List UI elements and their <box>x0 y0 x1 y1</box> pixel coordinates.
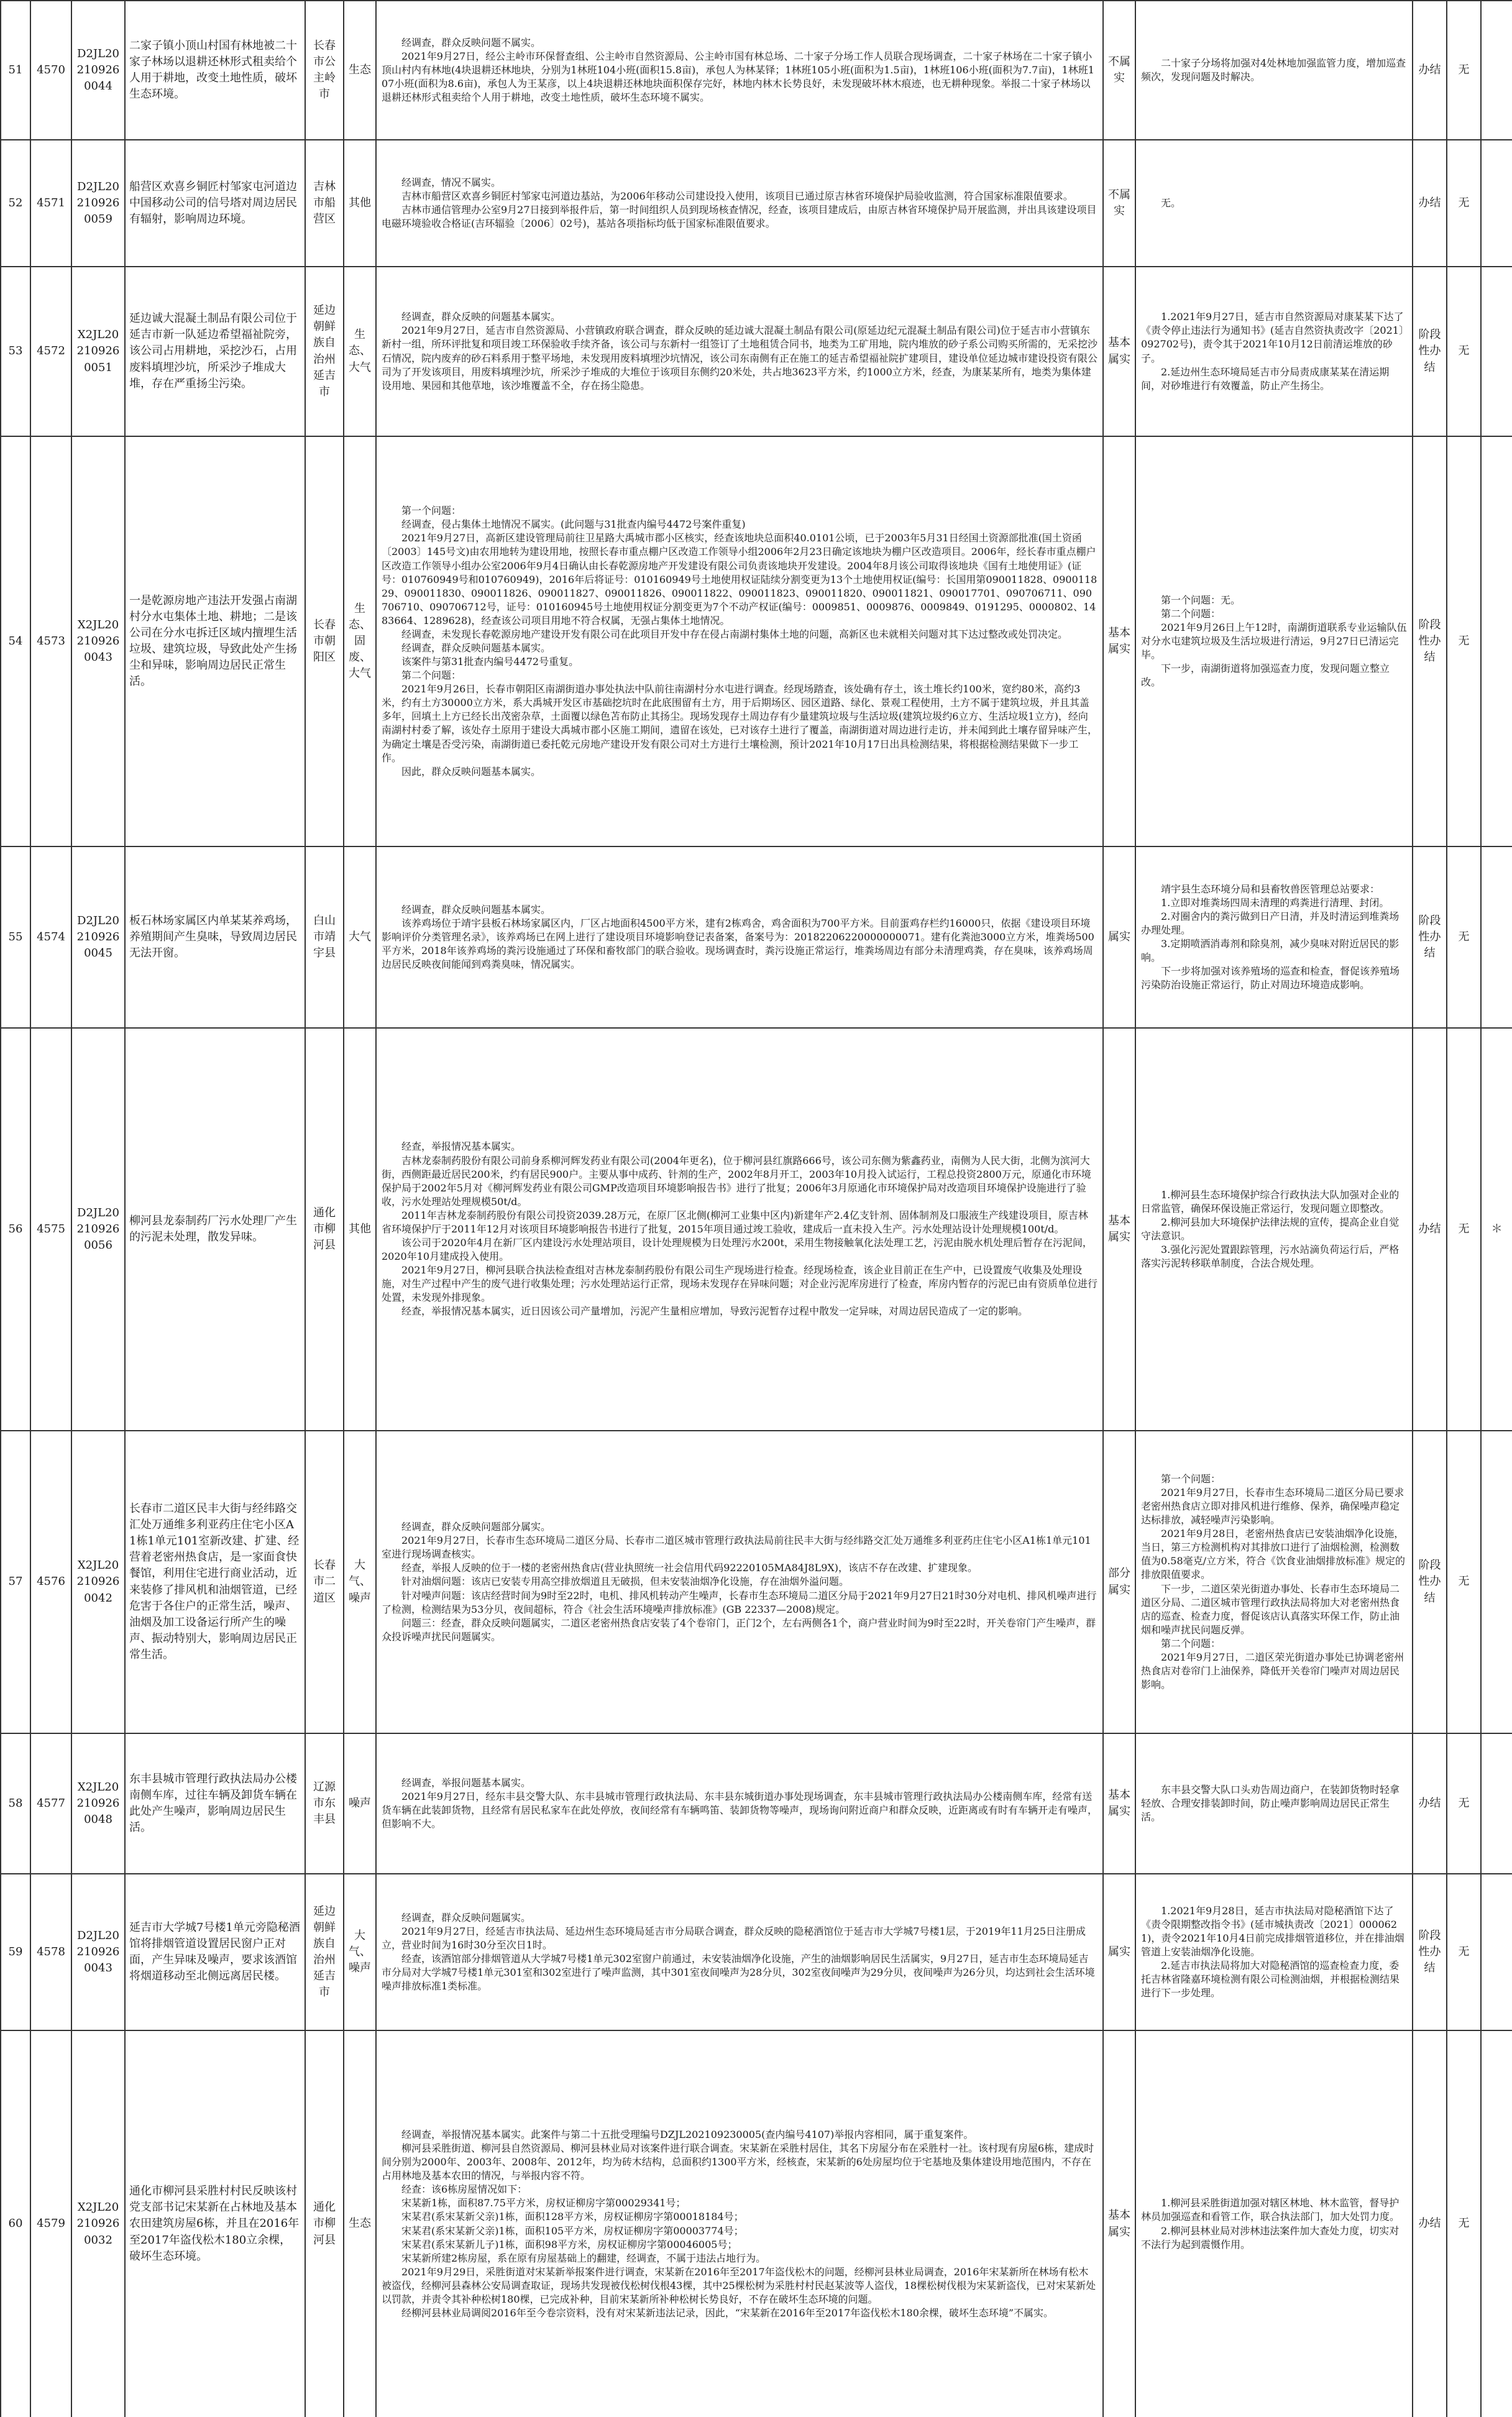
pollution-type-cell: 噪声 <box>344 1733 376 1874</box>
reference-number-cell: D2JL202109260059 <box>71 140 125 267</box>
result-paragraph: 吉林市船营区欢喜乡铜匠村邹家屯河道边基站，为2006年移动公司建设投入使用，该项目已通过原吉林省环境保护局验收监测，符合国家标准限值要求。 <box>401 190 1073 202</box>
region-cell: 长春市公主岭市 <box>305 1 344 140</box>
result-paragraph: 2021年9月27日，高新区建设管理局前往卫星路大禹城市郡小区核实，经查该地块总面积40.0101公顷，已于2003年5月31日经国土资源部批准(国土资函〔2003〕145号文)由农用地转为建设用地，按照长春市重点棚户区改造工作领导小组2006年2月23日确定该地块为棚户区改造项目。2006年，经长春市重点棚户区改造工作领导小组办公室2006年9月4日确认由长春乾源房地产开发建设有限公司负责该地块开发建设。2004年8月该公司取得该地块《国有土地使用证》(证号：010760949号和010760949)，2016年后将证号：010160949号土地使用权证陆续分割变更为13个土地使用权证(编号：长国用第090011828、090011829、090011830、090011826、090011827、090011826、090011822、090011823、090011820、090011821、090017701、090706711、090706710、090706712号，证号：010160945号土地使用权证分割变更为7个不动产权证(编号：0009851、0009876、0009849、0191295、0000802、1483664、1289628)，经查该公司项目用地不符合权属，无强占集体土地情况。 <box>382 532 1097 626</box>
result-paragraph: 针对油烟问题：该店已安装专用高空排放烟道且无破损，但未安装油烟净化设施，存在油烟外溢问题。 <box>401 1575 850 1588</box>
table-row <box>1 1028 1512 1431</box>
measure-paragraph: 下一步将加强对该养殖场的巡查和检查，督促该养殖场污染防治设施正常运行，防止对周边环境造成影响。 <box>1141 965 1400 991</box>
case-code-cell: 4571 <box>30 140 71 267</box>
truth-status-cell: 属实 <box>1103 846 1135 1028</box>
region-cell: 通化市柳河县 <box>305 2030 344 2417</box>
result-paragraph: 2021年9月27日，延吉市自然资源局、小营镇政府联合调查，群众反映的延边诚大混凝土制品有限公司(原延边纪元混凝土制品有限公司)位于延吉市小营镇东新村一组，所环评批复和项目竣工环保验收手续齐备，该公司与东新村一组签订了土地租赁合同书，地类为工矿用地，院内堆放的砂子系公司购买所需的，无采挖沙石情况，院内废弃的砂石料系用于整平场地，未发现用废料填埋沙坑情况，该公司东南侧有正在施工的延吉希望福祉院扩建项目，建设单位延边城市建设投资有限公司为了开发该项目，用废料填埋沙坑，所采沙子堆成的大堆位于该项目东侧约20米处，共占地3623平方米，约1000立方米，经查，为康某某所有，地类为集体建设用地、果园和其他草地，该沙堆覆盖不全，存在扬尘隐患。 <box>382 324 1098 392</box>
truth-status-cell: 基本属实 <box>1103 1733 1135 1874</box>
measure-paragraph: 2.对圈舍内的粪污做到日产日清，并及时清运到堆粪场办理处理。 <box>1141 910 1400 936</box>
measures-cell <box>1135 846 1413 1028</box>
measure-paragraph: 1.2021年9月27日，延吉市自然资源局对康某某下达了《责令停止违法行为通知书》(延吉自然资执责改字〔2021〕092702号)，责令其于2021年10月12日前清运堆放的砂子。 <box>1141 311 1404 364</box>
completion-status-cell: 办结 <box>1413 140 1447 267</box>
result-paragraph: 因此，群众反映问题基本属实。 <box>401 765 541 777</box>
measure-paragraph: 2021年9月27日，长春市生态环境局二道区分局已要求老密州热食店立即对排风机进行维修、保养，确保噪声稳定达标排放，减轻噪声污染影响。 <box>1141 1486 1404 1526</box>
truth-status-cell: 基本属实 <box>1103 2030 1135 2417</box>
case-code-cell: 4575 <box>30 1028 71 1431</box>
measure-paragraph: 下一步，南湖街道将加强巡查力度，发现问题立整立改。 <box>1141 663 1390 689</box>
completion-status-cell: 办结 <box>1413 1028 1447 1431</box>
measure-paragraph: 2021年9月27日，二道区荣光街道办事处已协调老密州热食店对卷帘门上油保养，降低开关卷帘门噪声对周边居民影响。 <box>1141 1651 1404 1691</box>
accountability-cell: 无 <box>1447 2030 1481 2417</box>
row-number-cell: 57 <box>1 1431 30 1733</box>
region-cell: 延边朝鲜族自治州延吉市 <box>305 267 344 436</box>
remark-cell <box>1481 267 1512 436</box>
remark-cell <box>1481 436 1512 846</box>
pollution-type-cell: 生态、固废、大气 <box>344 436 376 846</box>
table-row <box>1 1874 1512 2030</box>
result-paragraph: 经调查，举报问题基本属实。 <box>401 1776 531 1789</box>
case-code-cell: 4573 <box>30 436 71 846</box>
remark-cell <box>1481 140 1512 267</box>
result-paragraph: 2021年9月27日，经延吉市执法局、延边州生态环境局延吉市分局联合调查，群众反映的隐秘酒馆位于延吉市大学城7号楼1层，于2019年11月25日注册成立，营业时间为16时30分至次日1时。 <box>382 1925 1086 1951</box>
remark-cell <box>1481 1874 1512 2030</box>
measures-cell <box>1135 1431 1413 1733</box>
truth-status-cell: 基本属实 <box>1103 1028 1135 1431</box>
measures-cell <box>1135 140 1413 267</box>
measures-cell <box>1135 1 1413 140</box>
measure-paragraph: 二十家子分场将加强对4处林地加强监管力度，增加巡查频次，发现问题及时解决。 <box>1141 57 1406 83</box>
row-number-cell: 59 <box>1 1874 30 2030</box>
result-paragraph: 该公司于2020年4月在新厂区内建设污水处理站项目，设计处理规模为日处理污水200t，采用生物接触氧化法处理工艺，污泥由脱水机处理后暂存在污泥间，2020年10月建成投入使用。 <box>382 1237 1093 1263</box>
result-paragraph: 经调查，群众反映问题基本属实。 <box>401 903 551 915</box>
table-row <box>1 267 1512 436</box>
result-paragraph: 2021年9月27日，经东丰县交警大队、东丰县城市管理行政执法局、东丰县东城街道办事处现场调查，东丰县城市管理行政执法局办公楼南侧车库，经常有送货车辆在此装卸货物，且经常有居民私家车在此处停放，夜间经常有车辆鸣笛、装卸货物等噪声，现场询问附近商户和群众反映，近距离或有时有车辆开走有噪声，但影响不大。 <box>382 1790 1098 1830</box>
truth-status-cell: 基本属实 <box>1103 436 1135 846</box>
truth-status-cell: 部分属实 <box>1103 1431 1135 1733</box>
result-paragraph: 2021年9月27日，经公主岭市环保督查组、公主岭市自然资源局、公主岭市国有林总场、二十家子分场工作人员联合现场调查，二十家子林场在二十家子镇小顶山村内有林地(4块退耕还林地块，分别为1林班104小班(面积15.8亩)，承包人为林某铎；1林班105小班(面积为1.5亩)，1林班106小班(面积为7.7亩)，1林班107小班(面积为8.6亩)，承包人为王某彦，以上4块退耕还林地块面积保存完好，林地内林木长势良好，未发现破坏林木痕迹，也无耕种现象。举报二十家子林场以退耕还林形式租卖给个人用于耕地，改变土地性质，破坏生态环境不属实。 <box>382 50 1094 104</box>
reference-number-cell: X2JL202109260042 <box>71 1431 125 1733</box>
investigation-result-cell <box>376 846 1103 1028</box>
table-row <box>1 1431 1512 1733</box>
completion-status-cell: 办结 <box>1413 2030 1447 2417</box>
row-number-cell: 55 <box>1 846 30 1028</box>
result-paragraph: 经调查，群众反映问题属实。 <box>401 1911 531 1924</box>
measure-paragraph: 2.柳河县加大环境保护法律法规的宣传，提高企业自觉守法意识。 <box>1141 1216 1400 1242</box>
result-paragraph: 针对噪声问题：该店经营时间为9时至22时，电机、排风机转动产生噪声，长春市生态环境局二道区分局于2021年9月27日21时30分对电机、排风机噪声进行了检测，检测结果为53分贝，夜间超标，符合《社会生活环境噪声排放标准》(GB 22337—2008)规定。 <box>382 1589 1097 1615</box>
result-paragraph: 宋某君(系宋某新父亲)1栋，面积105平方米，房权证柳房字第00003774号； <box>401 2224 744 2237</box>
region-cell: 长春市朝阳区 <box>305 436 344 846</box>
pollution-type-cell: 生态、大气 <box>344 267 376 436</box>
result-paragraph: 2021年9月27日，柳河县联合执法检查组对吉林龙泰制药股份有限公司生产现场进行检查。经现场检查，该企业目前正在生产中，已设置废气收集及处理设施，对生产过程中产生的废气进行收集处理；污水处理站运行正常，现场未发现存在异味问题；对企业污泥库房进行了检查，库房内暂存的污泥已由有资质单位进行处置，未发现外排现象。 <box>382 1264 1098 1304</box>
completion-status-cell: 阶段性办结 <box>1413 267 1447 436</box>
result-paragraph: 经调查，未发现长春乾源房地产建设开发有限公司在此项目开发中存在侵占南湖村集体土地的问题，高新区也未就相关问题对其下达过整改或处罚决定。 <box>401 628 1068 640</box>
pollution-type-cell: 其他 <box>344 140 376 267</box>
pollution-type-cell: 大气、噪声 <box>344 1874 376 2030</box>
measures-cell <box>1135 1028 1413 1431</box>
result-paragraph: 经调查，群众反映的问题基本属实。 <box>401 311 561 323</box>
result-paragraph: 经调查，情况不属实。 <box>401 176 502 188</box>
measure-paragraph: 第二个问题： <box>1161 607 1221 620</box>
result-paragraph: 经柳河县林业局调阅2016年至今卷宗资料，没有对宋某新违法记录，因此，“宋某新在2016年至2017年盗伐松木180余棵，破坏生态环境”不属实。 <box>401 2306 1054 2319</box>
issue-description-cell: 延吉市大学城7号楼1单元旁隐秘酒馆将排烟管道设置居民窗户正对面，产生异味及噪声，要求该酒馆将烟道移动至北侧远离居民楼。 <box>125 1874 305 2030</box>
truth-status-cell: 基本属实 <box>1103 267 1135 436</box>
truth-status-cell: 属实 <box>1103 1874 1135 2030</box>
table-row <box>1 436 1512 846</box>
truth-status-cell: 不属实 <box>1103 1 1135 140</box>
reference-number-cell: D2JL202109260044 <box>71 1 125 140</box>
completion-status-cell: 阶段性办结 <box>1413 1874 1447 2030</box>
result-paragraph: 柳河县采胜街道、柳河县自然资源局、柳河县林业局对该案件进行联合调查。宋某新在采胜村居住，其名下房屋分布在采胜村一社。该村现有房屋6栋，建成时间分别为2000年、2003年、2008年、2012年，均为砖木结构，总面积约1300平方米，经核查，宋某新的6处房屋均位于宅基地及集体建设用地范围内，不存在占用林地及基本农田的情况，与举报内容不符。 <box>382 2142 1094 2182</box>
pollution-type-cell: 其他 <box>344 1028 376 1431</box>
accountability-cell: 无 <box>1447 1 1481 140</box>
table-row <box>1 846 1512 1028</box>
region-cell: 长春市二道区 <box>305 1431 344 1733</box>
accountability-cell: 无 <box>1447 1733 1481 1874</box>
result-paragraph: 吉林市通信管理办公室9月27日接到举报件后，第一时间组织人员到现场核查情况，经查，该项目建成后，由原吉林省环境保护局开展监测，并出具该建设项目电磁环境验收合格证(吉环辐验〔2006〕02号)，基站各项指标均低于国家标准限值要求。 <box>382 204 1097 230</box>
issue-description-cell: 柳河县龙泰制药厂污水处理厂产生的污泥未处理，散发异味。 <box>125 1028 305 1431</box>
result-paragraph: 经查，举报情况基本属实，近日因该公司产量增加，污泥产生量相应增加，导致污泥暂存过程中散发一定异味，对周边居民造成了一定的影响。 <box>401 1305 1029 1318</box>
region-cell: 辽源市东丰县 <box>305 1733 344 1874</box>
remark-cell <box>1481 1 1512 140</box>
result-paragraph: 2011年吉林龙泰制药股份有限公司投资2039.28万元，在原厂区北侧(柳河工业集中区内)新建年产2.4亿支针剂、固体制剂及口服液生产线建设项目，原吉林省环境保护厅于2011年12月对该项目环境影响报告书进行了批复，2015年项目通过竣工验收，建成后一直未投入生产。污水处理站设计处理规模100t/d。 <box>382 1209 1088 1235</box>
result-paragraph: 该养鸡场位于靖宇县板石林场家属区内，厂区占地面积4500平方米，建有2栋鸡舍，鸡舍面积为700平方米。目前蛋鸡存栏约16000只，依据《建设项目环境影响评价分类管理名录》，该养鸡场已在网上进行了建设项目环境影响登记表备案，备案号为：20182206220000000071。建有化粪池3000立方米，堆粪场500平方米，2018年该养鸡场的粪污设施通过了环保和畜牧部门的联合验收。现场调查时，粪污设施正常运行，堆粪场周边有部分未清理鸡粪，存在臭味，该养鸡场周边居民反映夜间能闻到鸡粪臭味，情况属实。 <box>382 917 1094 971</box>
result-paragraph: 经调查，举报情况基本属实。此案件与第二十五批受理编号DZJL202109230005(查内编号4107)举报内容相同，属于重复案件。 <box>401 2128 974 2140</box>
accountability-cell: 无 <box>1447 1028 1481 1431</box>
table-row <box>1 140 1512 267</box>
measure-paragraph: 下一步，二道区荣光街道办事处、长春市生态环境局二道区分局、二道区城市管理行政执法局将加大对老密州热食店的巡查、检查力度，督促该店认真落实环保工作，防止油烟和噪声扰民问题反弹。 <box>1141 1582 1400 1636</box>
row-number-cell: 53 <box>1 267 30 436</box>
investigation-result-cell <box>376 1733 1103 1874</box>
row-number-cell: 60 <box>1 2030 30 2417</box>
completion-status-cell: 阶段性办结 <box>1413 436 1447 846</box>
reference-number-cell: X2JL202109260032 <box>71 2030 125 2417</box>
result-paragraph: 宋某新1栋，面积87.75平方米，房权证柳房字第00029341号； <box>401 2197 686 2209</box>
result-paragraph: 经查：该6栋房屋情况如下： <box>401 2183 528 2196</box>
accountability-cell: 无 <box>1447 1874 1481 2030</box>
result-paragraph: 第一个问题： <box>401 505 462 517</box>
pollution-type-cell: 生态 <box>344 2030 376 2417</box>
remark-cell <box>1481 1733 1512 1874</box>
pollution-type-cell: 生态 <box>344 1 376 140</box>
remark-cell: ＊ <box>1481 1028 1512 1431</box>
investigation-result-cell <box>376 1874 1103 2030</box>
reference-number-cell: D2JL202109260043 <box>71 1874 125 2030</box>
table-row <box>1 1733 1512 1874</box>
issue-description-cell: 一是乾源房地产违法开发强占南湖村分水屯集体土地、耕地；二是该公司在分水屯拆迁区域内擅埋生活垃圾、建筑垃圾，导致此处产生扬尘和异味，影响周边居民正常生活。 <box>125 436 305 846</box>
accountability-cell: 无 <box>1447 846 1481 1028</box>
investigation-result-cell <box>376 1 1103 140</box>
case-code-cell: 4578 <box>30 1874 71 2030</box>
row-number-cell: 52 <box>1 140 30 267</box>
issue-description-cell: 二家子镇小顶山村国有林地被二十家子林场以退耕还林形式租卖给个人用于耕地，改变土地性质，破坏生态环境。 <box>125 1 305 140</box>
accountability-cell: 无 <box>1447 436 1481 846</box>
investigation-result-cell <box>376 2030 1103 2417</box>
investigation-result-cell <box>376 140 1103 267</box>
measure-paragraph: 第二个问题： <box>1161 1637 1221 1649</box>
reference-number-cell: X2JL202109260043 <box>71 436 125 846</box>
issue-description-cell: 板石林场家属区内单某某养鸡场，养殖期间产生臭味，导致周边居民无法开窗。 <box>125 846 305 1028</box>
issue-description-cell: 船营区欢喜乡铜匠村邹家屯河道边中国移动公司的信号塔对周边居民有辐射，影响周边环境。 <box>125 140 305 267</box>
measure-paragraph: 第一个问题： <box>1161 1472 1221 1485</box>
measures-cell <box>1135 436 1413 846</box>
pollution-type-cell: 大气 <box>344 846 376 1028</box>
measure-paragraph: 2.延吉市执法局将加大对隐秘酒馆的巡查检查力度，委托吉林省隆嘉环境检测有限公司检测油烟，并根据检测结果进行下一步处理。 <box>1141 1960 1400 1999</box>
measure-paragraph: 3.强化污泥处置跟踪管理，污水站滴负荷运行后，严格落实污泥转移联单制度，合法合规处理。 <box>1141 1244 1400 1270</box>
result-paragraph: 宋某君(系宋某新儿子)1栋，面积98平方米，房权证柳房字第00046005号； <box>401 2238 738 2250</box>
case-code-cell: 4574 <box>30 846 71 1028</box>
table-row <box>1 1 1512 140</box>
remark-cell <box>1481 1431 1512 1733</box>
result-paragraph: 2021年9月29日，采胜街道对宋某新举报案件进行调查，宋某新在2016年至2017年盗伐松木的问题，经柳河县林业局调查，2016年宋某新所在林场有松木被盗伐，经柳河县森林公安局调查取证，现场共发现被伐松树伐根43棵，其中25棵松树为采胜村村民赵某波等人盗伐，18棵松树伐根为宋某新盗伐，已对宋某新处以罚款，并责令其补种松树180棵，已完成补种，目前宋某新所补种松树长势良好，不存在破坏生态环境的问题。 <box>382 2265 1096 2305</box>
result-paragraph: 该案件与第31批查内编号4472号重复。 <box>401 656 579 668</box>
accountability-cell: 无 <box>1447 140 1481 267</box>
case-code-cell: 4570 <box>30 1 71 140</box>
row-number-cell: 58 <box>1 1733 30 1874</box>
issue-description-cell: 长春市二道区民丰大街与经纬路交汇处万通维多利亚药庄住宅小区A1栋1单元101室新改建、扩建、经营着老密州热食店，是一家面食快餐馆，利用住宅进行商业活动，近来装修了排风机和油烟管道，已经危害于各住户的正常生活，噪声、油烟及加工设备运行所产生的噪声、振动特别大，影响周边居民正常生活。 <box>125 1431 305 1733</box>
remark-cell <box>1481 846 1512 1028</box>
issue-description-cell: 东丰县城市管理行政执法局办公楼南侧车库，过往车辆及卸货车辆在此处产生噪声，影响周边居民生活。 <box>125 1733 305 1874</box>
measure-paragraph: 2.柳河县林业局对涉林违法案件加大查处力度，切实对不法行为起到震慑作用。 <box>1141 2224 1400 2250</box>
measures-cell <box>1135 1733 1413 1874</box>
table-row <box>1 2030 1512 2417</box>
measures-cell <box>1135 267 1413 436</box>
row-number-cell: 54 <box>1 436 30 846</box>
result-paragraph: 2021年9月27日，长春市生态环境局二道区分局、长春市二道区城市管理行政执法局前往民丰大街与经纬路交汇处万通维多利亚药庄住宅小区A1栋1单元101室进行现场调查核实。 <box>382 1534 1091 1561</box>
measure-paragraph: 2021年9月28日，老密州热食店已安装油烟净化设施，当日，第三方检测机构对其排放口进行了油烟检测，检测数值为0.58毫克/立方米，符合《饮食业油烟排放标准》规定的排放限值要求。 <box>1141 1528 1406 1581</box>
investigation-result-cell <box>376 267 1103 436</box>
case-code-cell: 4579 <box>30 2030 71 2417</box>
region-cell: 白山市靖宇县 <box>305 846 344 1028</box>
measure-paragraph: 2.延边州生态环境局延吉市分局责成康某某在清运期间，对砂堆进行有效覆盖，防止产生扬尘。 <box>1141 365 1390 392</box>
completion-status-cell: 阶段性办结 <box>1413 1431 1447 1733</box>
investigation-result-cell <box>376 1028 1103 1431</box>
case-code-cell: 4577 <box>30 1733 71 1874</box>
reference-number-cell: X2JL202109260048 <box>71 1733 125 1874</box>
reference-number-cell: D2JL202109260056 <box>71 1028 125 1431</box>
investigation-result-cell <box>376 436 1103 846</box>
measure-paragraph: 1.柳河县生态环境保护综合行政执法大队加强对企业的日常监管，确保环保设施正常运行，发现问题立即整改。 <box>1141 1188 1400 1214</box>
investigation-result-cell <box>376 1431 1103 1733</box>
result-paragraph: 宋某新所建2栋房屋，系在原有房屋基础上的翻建，经调查，不属于违法占地行为。 <box>401 2252 766 2264</box>
region-cell: 延边朝鲜族自治州延吉市 <box>305 1874 344 2030</box>
result-paragraph: 2021年9月26日，长春市朝阳区南湖街道办事处执法中队前往南湖村分水屯进行调查。经现场踏查，该处确有存土，该土堆长约100米，宽约80米，高约3米，约有土方30000立方米，系大禹城开发区市基础挖坑时在此底围留有土方，用于后期场区、园区道路、绿化、景观工程使用，土方不属于建筑垃圾，并且其盖多年，回填土上方已经长出茂密杂草，土面覆以绿色苫布防止其扬尘。现场发现存土周边存有少量建筑垃圾与生活垃圾(建筑垃圾约6立方、生活垃圾1立方)，经向南湖村村委了解，该处存土原用于建设大禹城市郡小区施工期间，遗留在该处，已对该存土进行了覆盖，南湖街道对周边进行走访，并未闻到此土壤存留异味产生，为确定土壤是否受污染，南湖街道已委托乾元房地产建设开发有限公司对土方进行土壤检测，预计2021年10月17日出具检测结果，将根据检测结果做下一步工作。 <box>382 683 1098 764</box>
result-paragraph: 经查，该酒馆部分排烟管道从大学城7号楼1单元302室窗户前通过，未安装油烟净化设施，产生的油烟影响居民生活属实，9月27日，延吉市生态环境局延吉市分局对大学城7号楼1单元301室和302室进行了噪声监测，其中301室夜间噪声为28分贝，302室夜间噪声为29分贝，夜间噪声为26分贝，均达到社会生活环境噪声排放标准1类标准。 <box>382 1953 1095 1993</box>
measure-paragraph: 3.定期喷洒消毒剂和除臭剂，减少臭味对附近居民的影响。 <box>1141 938 1400 964</box>
completion-status-cell: 办结 <box>1413 1 1447 140</box>
completion-status-cell: 办结 <box>1413 1733 1447 1874</box>
accountability-cell: 无 <box>1447 267 1481 436</box>
result-paragraph: 经调查，侵占集体土地情况不属实。(此问题与31批查内编号4472号案件重复) <box>401 518 746 531</box>
issue-description-cell: 延边诚大混凝土制品有限公司位于延吉市新一队延边希望福祉院旁，该公司占用耕地，采挖沙石，占用废料填埋沙坑，所采沙子堆成大堆，存在严重扬尘污染。 <box>125 267 305 436</box>
case-code-cell: 4572 <box>30 267 71 436</box>
result-paragraph: 经调查，群众反映问题不属实。 <box>401 36 541 48</box>
row-number-cell: 51 <box>1 1 30 140</box>
measures-cell <box>1135 1874 1413 2030</box>
result-paragraph: 经查，举报人反映的位于一楼的老密州热食店(营业执照统一社会信用代码92220105MA84J8L9X)，该店不存在改建、扩建现象。 <box>401 1562 978 1574</box>
reference-number-cell: X2JL202109260051 <box>71 267 125 436</box>
case-code-cell: 4576 <box>30 1431 71 1733</box>
result-paragraph: 宋某君(系宋某新父亲)1栋，面积128平方米，房权证柳房字第00018184号； <box>401 2211 744 2223</box>
reference-number-cell: D2JL202109260045 <box>71 846 125 1028</box>
measure-paragraph: 1.柳河县采胜街道加强对辖区林地、林木监管，督导护林员加强巡查和看管工作，联合执法部门，加大处罚力度。 <box>1141 2197 1400 2223</box>
accountability-cell: 无 <box>1447 1431 1481 1733</box>
region-cell: 通化市柳河县 <box>305 1028 344 1431</box>
issue-description-cell: 通化市柳河县采胜村村民反映该村党支部书记宋某新在占林地及基本农田建筑房屋6栋，并且在2016年至2017年盗伐松木180立余棵，破坏生态环境。 <box>125 2030 305 2417</box>
measure-paragraph: 1.立即对堆粪场四周未清理的鸡粪进行清理、封闭。 <box>1161 896 1390 909</box>
measure-paragraph: 1.2021年9月28日，延吉市执法局对隐秘酒馆下达了《责令限期整改指令书》(延市城执责改〔2021〕0000621)，责令2021年10月4日前完成排烟管道移位，并在排油烟管道上安装油烟净化设施。 <box>1141 1904 1404 1958</box>
result-paragraph: 经查，举报情况基本属实。 <box>401 1140 521 1153</box>
measure-paragraph: 2021年9月26日上午12时，南湖街道联系专业运输队伍对分水屯建筑垃圾及生活垃圾进行清运，9月27日已清运完毕。 <box>1141 621 1407 661</box>
result-paragraph: 问题三：经查，群众反映问题属实，二道区老密州热食店安装了4个卷帘门，正门2个，左右两侧各1个，商户营业时间为9时至22时，开关卷帘门产生噪声，群众投诉噪声扰民问题属实。 <box>382 1617 1096 1643</box>
result-paragraph: 第二个问题： <box>401 669 462 682</box>
result-paragraph: 经调查，群众反映问题基本属实。 <box>401 642 551 654</box>
result-paragraph: 吉林龙泰制药股份有限公司前身系柳河辉发药业有限公司(2004年更名)，位于柳河县红旗路666号，该公司东侧为紫鑫药业，南侧为人民大街，北侧为滨河大街，西侧距最近居民200米，约有居民900户。主要从事中成药、针剂的生产，2002年8月开工，2003年10月投入试运行，工程总投资2800万元，原通化市环境保护局于2002年5月对《柳河辉发药业有限公司GMP改造项目环境影响报告书》进行了批复；2006年3月原通化市环境保护局对改造项目环境保护设施进行了验收，污水处理站处理规模50t/d。 <box>382 1154 1091 1208</box>
result-paragraph: 经调查，群众反映问题部分属实。 <box>401 1521 551 1533</box>
truth-status-cell: 不属实 <box>1103 140 1135 267</box>
measure-paragraph: 无。 <box>1161 196 1181 209</box>
remark-cell <box>1481 2030 1512 2417</box>
measures-cell <box>1135 2030 1413 2417</box>
completion-status-cell: 阶段性办结 <box>1413 846 1447 1028</box>
pollution-type-cell: 大气、噪声 <box>344 1431 376 1733</box>
measure-paragraph: 靖宇县生态环境分局和县畜牧兽医管理总站要求： <box>1161 883 1380 895</box>
measure-paragraph: 第一个问题：无。 <box>1161 594 1241 606</box>
region-cell: 吉林市船营区 <box>305 140 344 267</box>
measure-paragraph: 东丰县交警大队口头劝告周边商户，在装卸货物时轻拿轻放、合理安排装卸时间，防止噪声影响周边居民正常生活。 <box>1141 1783 1400 1823</box>
row-number-cell: 56 <box>1 1028 30 1431</box>
